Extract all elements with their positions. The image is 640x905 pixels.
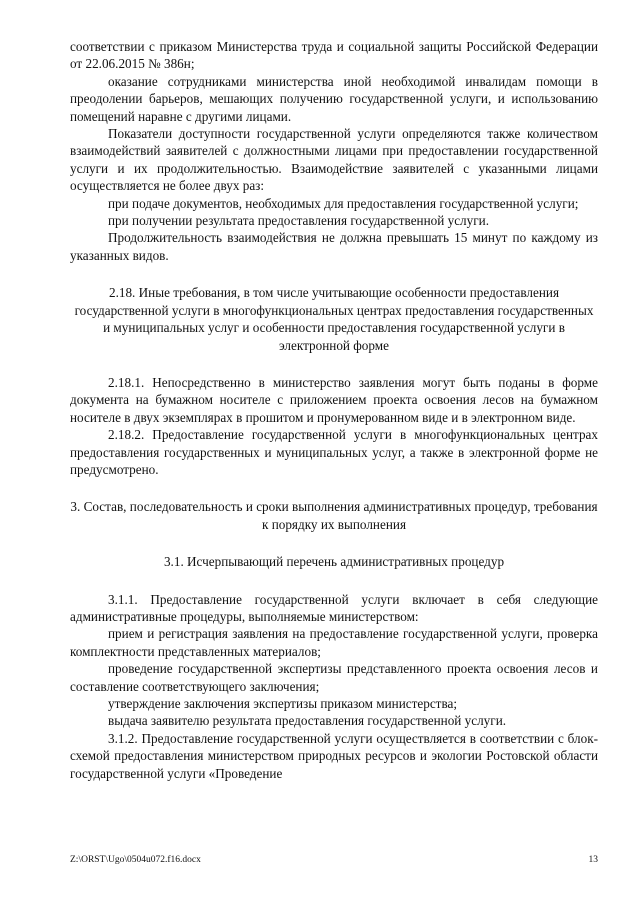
section-heading: 3. Состав, последовательность и сроки выполнения административных процедур, требования к порядку их выполнения	[70, 499, 598, 532]
document-body	[70, 38, 598, 782]
paragraph: Показатели доступности государственной услуги определяются также количеством взаимодействий заявителей с должностными лицами при предоставлении государственной услуги и их продолжительностью. Взаимодействие заявителей с указанными лицами осуществляется не более двух раз:	[70, 126, 598, 194]
paragraph: утверждение заключения экспертизы приказом министерства;	[108, 696, 458, 711]
paragraph: при подаче документов, необходимых для предоставления государственной услуги;	[108, 195, 579, 211]
page-number: 13	[588, 855, 598, 865]
paragraph: 2.18.2. Предоставление государственной услуги в многофункциональных центрах предоставления государственных и муниципальных услуг, а также в электронной форме не предусмотрено.	[70, 427, 598, 477]
paragraph: проведение государственной экспертизы представленного проекта освоения лесов и составление соответствующего заключения;	[70, 661, 598, 694]
paragraph: Продолжительность взаимодействия не должна превышать 15 минут по каждому из указанных видов.	[70, 230, 598, 263]
paragraph: 2.18.1. Непосредственно в министерство заявления могут быть поданы в форме документа на бумажном носителе с приложением проекта освоения лесов на бумажном носителе в двух экземплярах в прошитом и пронумерованном виде и в электронном виде.	[70, 374, 598, 425]
paragraph: прием и регистрация заявления на предоставление государственной услуги, проверка комплектности представленных материалов;	[70, 626, 598, 659]
paragraph: 3.1.1. Предоставление государственной услуги включает в себя следующие административные процедуры, выполняемые министерством:	[70, 591, 598, 624]
paragraph: оказание сотрудниками министерства иной необходимой инвалидам помощи в преодолении барьеров, мешающих получению государственной услуги, и использованию помещений наравне с другими лицами.	[70, 73, 598, 124]
paragraph: выдача заявителю результата предоставления государственной услуги.	[108, 713, 507, 729]
section-heading: 2.18. Иные требования, в том числе учитывающие особенности предоставления государственной услуги в многофункциональных центрах предоставления государственных и муниципальных услуг и особенности предоставления государственной услуги в электронной форме	[74, 285, 594, 353]
subsection-heading: 3.1. Исчерпывающий перечень административных процедур	[163, 554, 505, 570]
page-footer	[70, 855, 598, 865]
paragraph: соответствии с приказом Министерства труда и социальной защиты Российской Федерации от 22.06.2015 № 386н;	[70, 39, 598, 72]
paragraph: при получении результата предоставления государственной услуги.	[108, 213, 489, 229]
file-path: Z:\ORST\Ugo\0504u072.f16.docx	[70, 855, 201, 865]
paragraph: 3.1.2. Предоставление государственной услуги осуществляется в соответствии с блок-схемой предоставления министерством природных ресурсов и экологии Ростовской области государственной услуги «Проведение	[70, 730, 598, 781]
